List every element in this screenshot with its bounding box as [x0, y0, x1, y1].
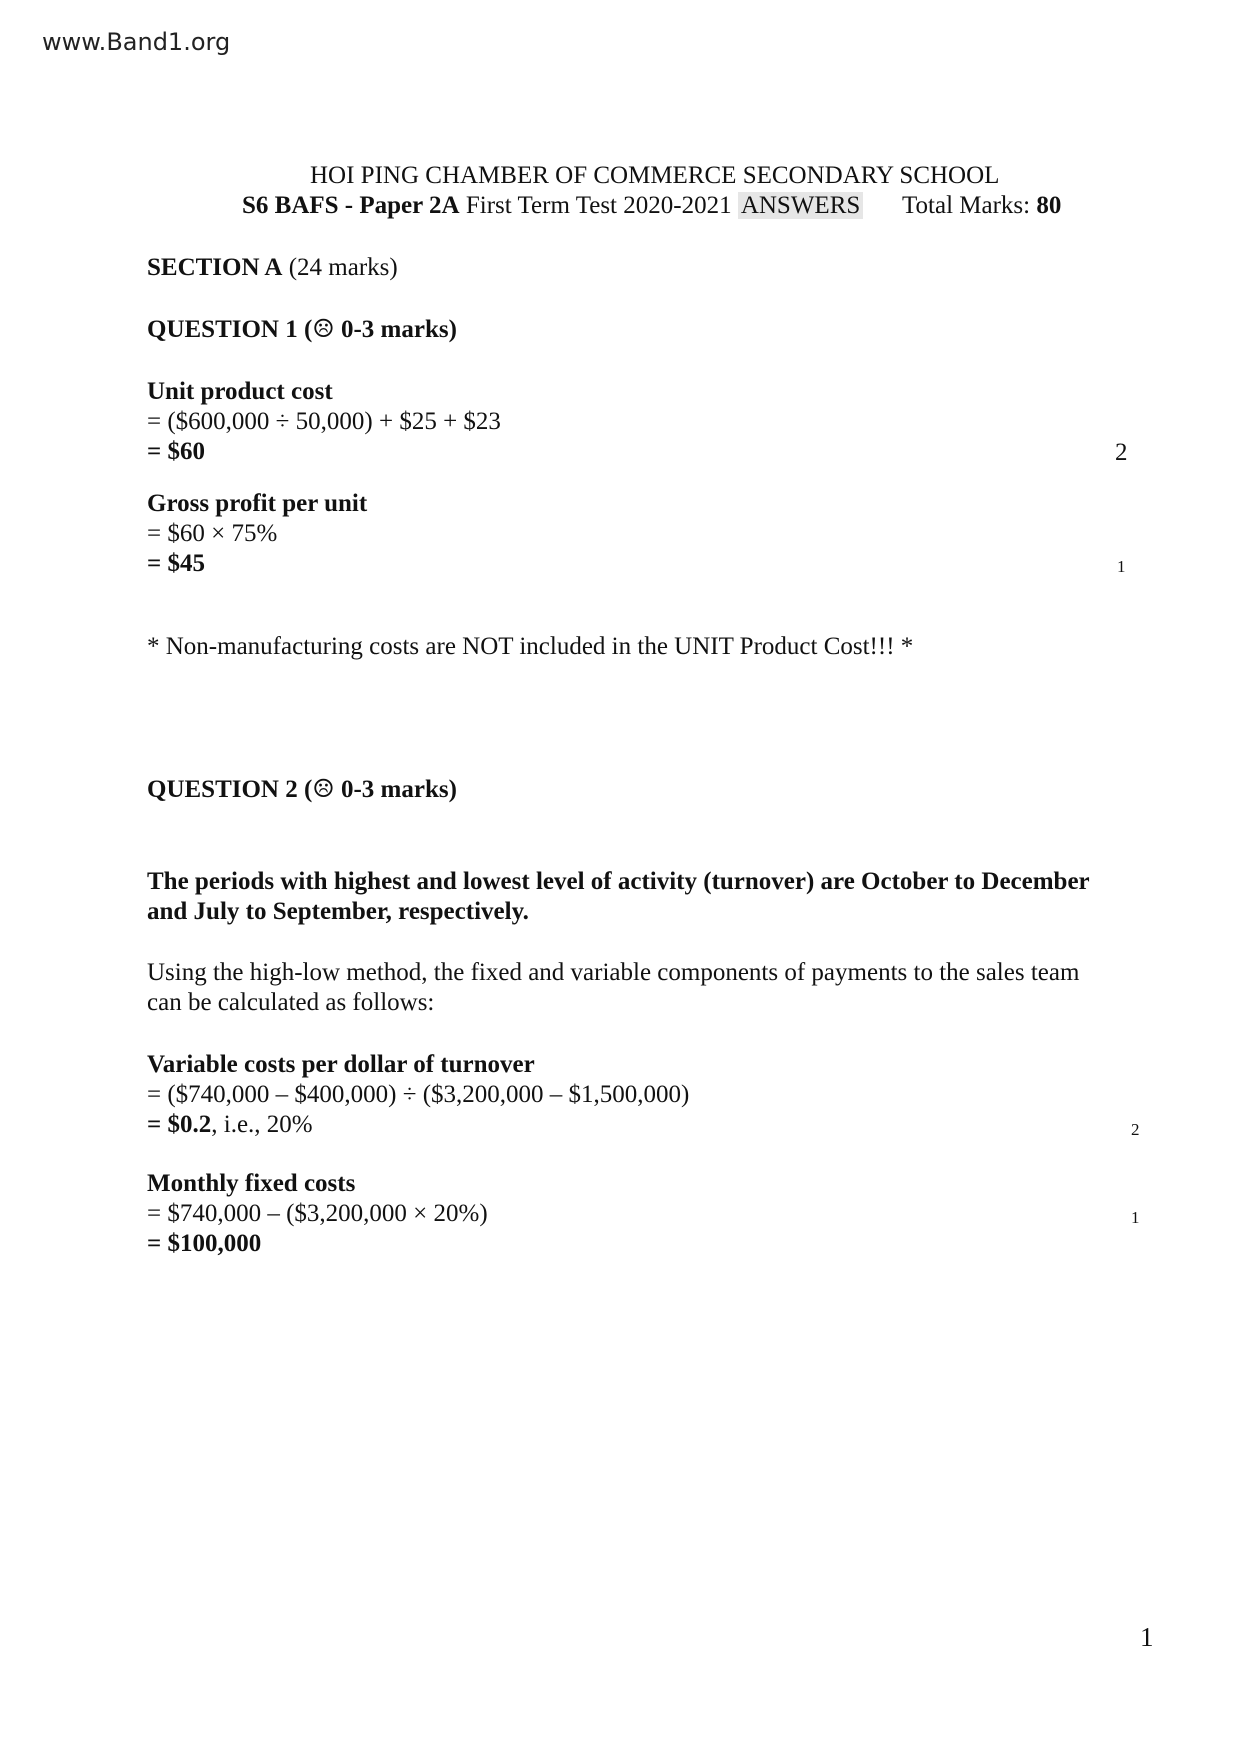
q2-fixed-formula: = $740,000 – ($3,200,000 × 20%) — [147, 1200, 488, 1227]
q1-unit-cost-result: = $60 — [147, 438, 205, 465]
section-marks: (24 marks) — [282, 254, 398, 281]
subject-title: S6 BAFS - Paper 2A — [242, 192, 460, 219]
test-title-line — [242, 191, 863, 221]
q2-method-line1: Using the high-low method, the fixed and variable components of payments to the sales team — [147, 959, 1080, 986]
q2-method-line2: can be calculated as follows: — [147, 989, 435, 1016]
q2-fixed-mark: 1 — [1131, 1208, 1140, 1227]
answers-label: ANSWERS — [738, 192, 863, 219]
q2-variable-result — [147, 1110, 313, 1140]
q1-gross-profit-mark: 1 — [1117, 557, 1126, 576]
section-title: SECTION A — [147, 254, 283, 281]
q2-variable-title: Variable costs per dollar of turnover — [147, 1051, 535, 1078]
q1-unit-cost-mark: 2 — [1115, 439, 1128, 466]
q1-gross-profit-result: = $45 — [147, 550, 205, 577]
q2-statement-line1: The periods with highest and lowest level of activity (turnover) are October to December — [147, 868, 1090, 895]
q2-variable-mark: 2 — [1131, 1120, 1140, 1139]
total-marks-label: Total Marks: — [902, 192, 1037, 219]
q1-gross-profit-title: Gross profit per unit — [147, 490, 368, 517]
q2-variable-result-percent: , i.e., 20% — [211, 1111, 313, 1138]
q1-gross-profit-formula: = $60 × 75% — [147, 520, 278, 547]
q2-fixed-result: = $100,000 — [147, 1230, 262, 1257]
q1-heading: QUESTION 1 (☹ 0-3 marks) — [147, 316, 457, 343]
section-heading — [147, 253, 398, 283]
page-number: 1 — [1140, 1622, 1154, 1652]
q2-statement-line2: and July to September, respectively. — [147, 898, 529, 925]
q1-unit-cost-title: Unit product cost — [147, 378, 333, 405]
q2-heading: QUESTION 2 (☹ 0-3 marks) — [147, 776, 457, 803]
total-marks-value: 80 — [1036, 192, 1062, 219]
total-marks — [902, 191, 1061, 221]
q2-variable-formula: = ($740,000 – $400,000) ÷ ($3,200,000 – $1,500,000) — [147, 1081, 690, 1108]
q2-variable-result-value: = $0.2 — [147, 1111, 212, 1138]
q2-fixed-title: Monthly fixed costs — [147, 1170, 356, 1197]
watermark-text: www.Band1.org — [42, 28, 231, 56]
school-name: HOI PING CHAMBER OF COMMERCE SECONDARY SCHOOL — [310, 162, 1000, 189]
q1-note: * Non-manufacturing costs are NOT included in the UNIT Product Cost!!! * — [147, 633, 914, 660]
q1-unit-cost-formula: = ($600,000 ÷ 50,000) + $25 + $23 — [147, 408, 501, 435]
test-name: First Term Test 2020-2021 — [459, 192, 738, 219]
